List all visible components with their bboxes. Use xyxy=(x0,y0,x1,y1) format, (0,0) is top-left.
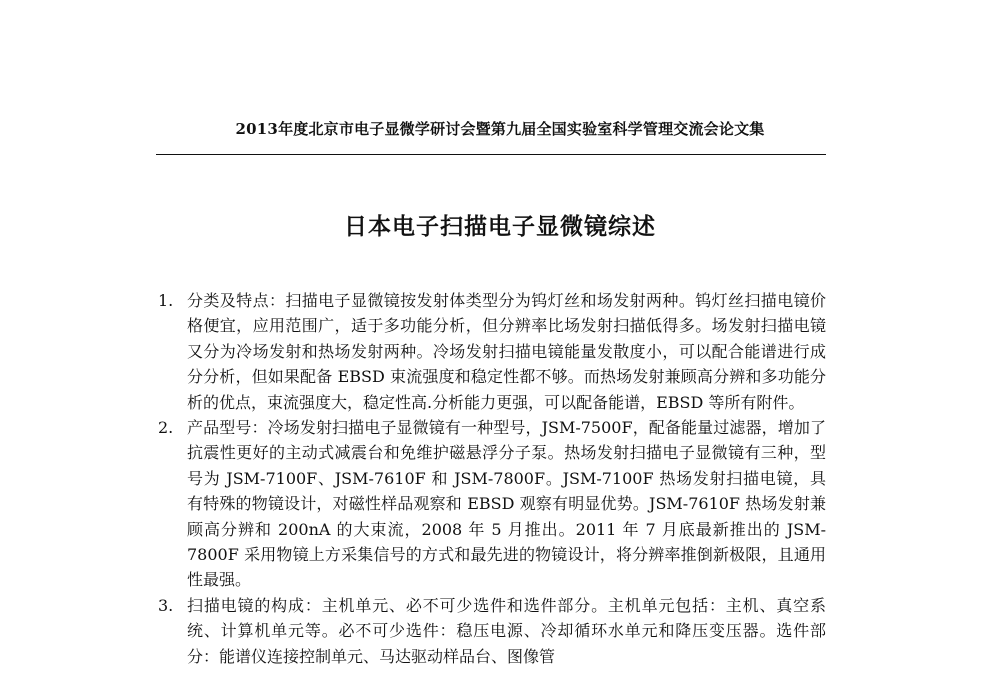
item-text: 分类及特点：扫描电子显微镜按发射体类型分为钨灯丝和场发射两种。钨灯丝扫描电镜价格便宜，应用范围广，适于多功能分析，但分辨率比场发射扫描低得多。场发射扫描电镜又分为冷场发射和热场发射两种。冷场发射扫描电镜能量发散度小，可以配合能谱进行成分分析，但如果配备 EBSD 束流强度和稳定性都不够。而热场发射兼顾高分辨和多功能分析的优点，束流强度大，稳定性高.分析能力更强，可以配备能谱，EBSD 等所有附件。 xyxy=(187,291,826,412)
list-item xyxy=(158,593,826,669)
proceedings-header: 2013年度北京市电子显微学研讨会暨第九届全国实验室科学管理交流会论文集 xyxy=(235,120,765,138)
list-item xyxy=(158,415,826,593)
item-text: 扫描电镜的构成：主机单元、必不可少选件和选件部分。主机单元包括：主机、真空系统、计算机单元等。必不可少选件：稳压电源、冷却循环水单元和降压变压器。选件部分：能谱仪连接控制单元、马达驱动样品台、图像管 xyxy=(187,595,826,666)
list-item xyxy=(158,288,826,415)
article-title: 日本电子扫描电子显微镜综述 xyxy=(344,213,656,240)
section-list xyxy=(158,288,826,669)
header-rule xyxy=(156,154,826,155)
item-text: 产品型号：冷场发射扫描电子显微镜有一种型号，JSM-7500F，配备能量过滤器，增加了抗震性更好的主动式减震台和免维护磁悬浮分子泵。热场发射扫描电子显微镜有三种，型号为 JSM-7100F、JSM-7610F 和 JSM-7800F。JSM-7100F 热场发射扫描电镜，具有特殊的物镜设计，对磁性样品观察和 EBSD 观察有明显优势。JSM-7610F 热场发射兼顾高分辨和 200nA 的大束流，2008 年 5 月推出。2011 年 7 月底最新推出的 JSM-7800F 采用物镜上方采集信号的方式和最先进的物镜设计，将分辨率推倒新极限，且通用性最强。 xyxy=(187,418,826,590)
item-number: 1. xyxy=(158,291,174,310)
item-number: 2. xyxy=(158,418,174,438)
item-number: 3. xyxy=(158,595,174,615)
